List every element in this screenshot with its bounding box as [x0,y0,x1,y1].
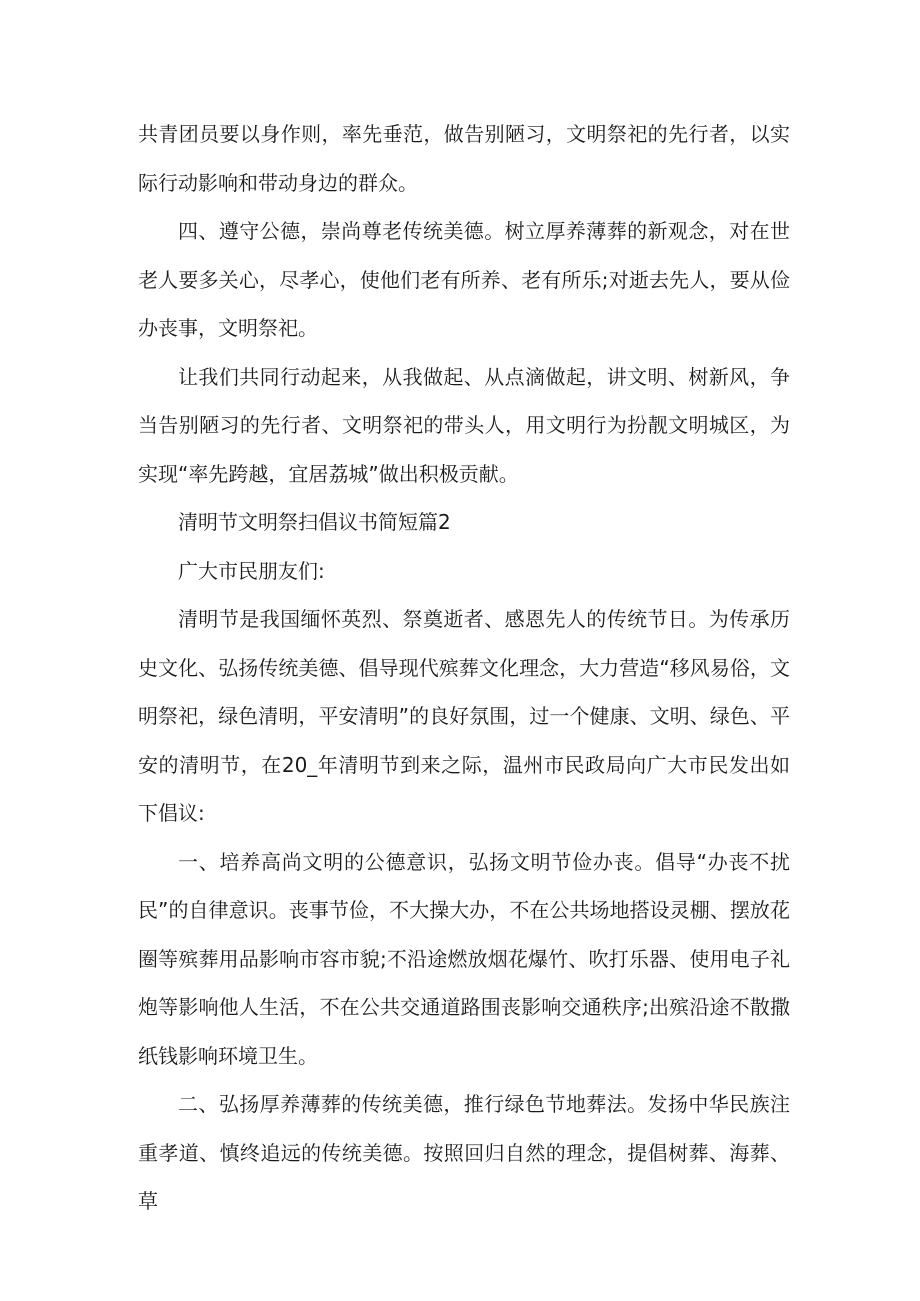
paragraph-1: 共青团员要以身作则，率先垂范，做告别陋习，文明祭祀的先行者，以实际行动影响和带动身边的群众。 [138,122,790,195]
document-body [138,110,790,1226]
paragraph-2: 四、遵守公德，崇尚尊老传统美德。树立厚养薄葬的新观念，对在世老人要多关心，尽孝心，使他们老有所养、老有所乐;对逝去先人，要从俭办丧事，文明祭祀。 [138,219,790,340]
paragraph-intro: 清明节是我国缅怀英烈、祭奠逝者、感恩先人的传统节日。为传承历史文化、弘扬传统美德、倡导现代殡葬文化理念，大力营造“移风易俗，文明祭祀，绿色清明，平安清明”的良好氛围，过一个健康、文明、绿色、平安的清明节，在20_年清明节到来之际，温州市民政局向广大市民发出如下倡议: [138,607,790,825]
paragraph-3: 让我们共同行动起来，从我做起、从点滴做起，讲文明、树新风，争当告别陋习的先行者、文明祭祀的带头人，用文明行为扮靓文明城区，为实现“率先跨越，宜居荔城”做出积极贡献。 [138,364,790,486]
paragraph-point-1: 一、培养高尚文明的公德意识，弘扬文明节俭办丧。倡导“办丧不扰民”的自律意识。丧事节俭，不大操大办，不在公共场地搭设灵棚、摆放花圈等殡葬用品影响市容市貌;不沿途燃放烟花爆竹、吹打乐器、使用电子礼炮等影响他人生活，不在公共交通道路围丧影响交通秩序;出殡沿途不散撒纸钱影响环境卫生。 [138,849,790,1068]
paragraph-point-2: 二、弘扬厚养薄葬的传统美德，推行绿色节地葬法。发扬中华民族注重孝道、慎终追远的传统美德。按照回归自然的理念，提倡树葬、海葬、草 [138,1092,790,1213]
section-heading: 清明节文明祭扫倡议书简短篇2 [178,510,451,534]
salutation: 广大市民朋友们: [178,558,325,583]
